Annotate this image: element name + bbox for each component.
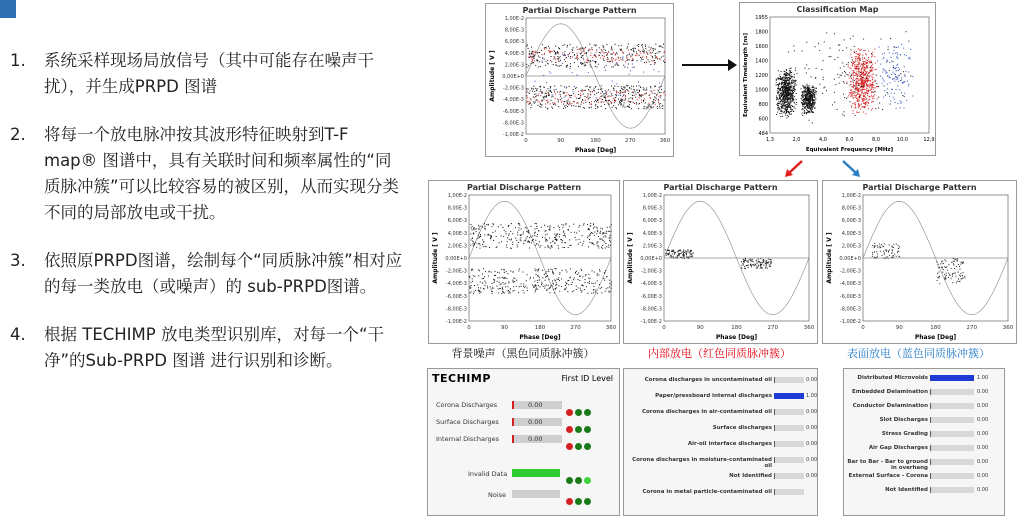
id-row-value: 0.00 (528, 401, 543, 409)
id-row-label: Corona Discharges (436, 401, 498, 409)
diagnosis-bar (774, 441, 804, 447)
y-tick-label: -4,00E-3 (839, 281, 861, 288)
diagnosis-bar-fill (774, 393, 804, 399)
diagnosis-bar-fill (930, 417, 931, 423)
x-tick-label: 180 (534, 325, 546, 331)
y-tick-label: 4,00E-3 (447, 230, 467, 237)
x-axis-label: Phase [Deg] (519, 334, 561, 341)
step-item (10, 122, 420, 226)
y-tick-label: 8,00E-3 (642, 205, 662, 212)
diagnosis-bar (930, 389, 974, 395)
diagnosis-bar-fill (774, 425, 775, 431)
surface-diagnosis-panel (843, 368, 1005, 516)
diagnosis-label: Corona discharges in moisture-contaminated oil (632, 457, 772, 469)
invalid-data-leds (566, 469, 591, 488)
diagnosis-label: Embedded Delamination (852, 389, 928, 395)
diagnosis-label: Slot Discharges (879, 417, 928, 423)
y-tick-label: -4,00E-3 (640, 281, 662, 288)
techimp-id-panel (427, 368, 620, 516)
x-tick-label: 6,0 (845, 137, 854, 143)
step-item (10, 322, 420, 374)
y-tick-label: 484 (758, 131, 768, 137)
diagnosis-bar-fill (930, 375, 974, 381)
y-tick-label: 4,00E-3 (841, 230, 861, 237)
x-tick-label: 180 (590, 138, 601, 144)
y-tick-label: 1800 (755, 29, 768, 36)
diagnosis-label: Stress Grading (881, 431, 928, 437)
y-axis-label: Amplitude [ V ] (627, 232, 634, 284)
diagnosis-bar (930, 473, 974, 479)
y-tick-label: -8,00E-3 (839, 306, 861, 313)
diagnosis-bar-fill (930, 403, 931, 409)
step-number: 4. (10, 325, 26, 344)
y-tick-label: 2,00E-3 (841, 243, 861, 250)
y-tick-label: 600 (758, 116, 768, 123)
y-tick-label: -2,00E-3 (502, 85, 524, 92)
caption-surface: 表面放电（蓝色同质脉冲簇） (847, 347, 990, 360)
y-tick-label: 4,00E-3 (642, 230, 662, 237)
diagnosis-value: 0.00 (806, 409, 818, 415)
x-axis-label: Phase [Deg] (914, 334, 957, 341)
diagnosis-value: 0.00 (806, 441, 818, 447)
y-tick-label: -6,00E-3 (445, 293, 467, 300)
diagnosis-value: 0.00 (977, 431, 989, 437)
diagnosis-label: Distributed Microvoids (857, 375, 928, 381)
diagnosis-label: Air-oil interface discharges (687, 441, 772, 447)
y-axis-label: Amplitude [ V ] (826, 232, 833, 284)
diagnosis-label: Conductor Delamination (852, 403, 928, 409)
techimp-logo: TECHIMP (432, 372, 491, 385)
id-level-label: First ID Level (561, 374, 613, 383)
diagnosis-label: External Surface - Corona (848, 473, 928, 479)
diagnosis-value: 0.00 (977, 403, 989, 409)
prpd-original-panel (485, 3, 674, 157)
step-text: 系统采样现场局放信号（其中可能存在噪声干扰），并生成PRPD 图谱 (44, 51, 374, 96)
diagnosis-bar-fill (774, 441, 775, 447)
diagnosis-value: 0.00 (977, 473, 989, 479)
y-tick-label: -6,00E-3 (502, 108, 524, 115)
diagnosis-value: 0.00 (977, 389, 989, 395)
y-tick-label: 8,00E-3 (841, 205, 861, 212)
internal-diagnosis-panel (623, 368, 818, 516)
diagnosis-value: 0.00 (977, 417, 989, 423)
accent-block (0, 0, 16, 18)
y-tick-label: 1955 (755, 15, 768, 21)
y-tick-label: 1,00E-2 (447, 193, 467, 199)
tf-map-panel (739, 2, 936, 156)
x-tick-label: 0 (467, 325, 471, 331)
y-tick-label: -6,00E-3 (839, 293, 861, 300)
x-tick-label: 0 (861, 325, 865, 331)
x-axis-label: Phase [Deg] (715, 334, 758, 341)
y-tick-label: -8,00E-3 (445, 306, 467, 313)
x-tick-label: 270 (966, 325, 977, 331)
y-tick-label: -2,00E-3 (445, 268, 467, 275)
step-text: 依照原PRPD图谱，绘制每个“同质脉冲簇”相对应的每一类放电（或噪声）的 sub-PRPD图谱。 (44, 251, 403, 296)
prpd-title: Partial Discharge Pattern (522, 6, 637, 15)
diagnosis-bar (930, 431, 974, 437)
y-tick-label: 8,00E-3 (504, 27, 524, 34)
prpd-title: Partial Discharge Pattern (663, 183, 778, 192)
red-arrow-icon (783, 158, 805, 178)
diagnosis-value: 0.00 (977, 487, 989, 493)
y-tick-label: 1000 (755, 87, 768, 94)
y-tick-label: -1,00E-2 (640, 319, 662, 325)
diagnosis-bar (774, 377, 804, 383)
blue-arrow-icon (840, 158, 862, 178)
prpd-background-panel (428, 180, 620, 344)
noise-label: Noise (488, 491, 507, 499)
y-tick-label: 1,00E-2 (841, 193, 861, 199)
pulse-scatter (526, 44, 666, 110)
y-axis-label: Equivalent Timelength [ns] (743, 32, 749, 118)
id-row-label: Internal Discharges (436, 435, 500, 443)
y-tick-label: 1600 (755, 44, 768, 50)
diagnosis-label: Air Gap Discharges (868, 445, 928, 451)
diagnosis-value: 1.00 (806, 393, 818, 399)
y-tick-label: 8,00E-3 (447, 205, 467, 212)
diagnosis-value: 0.00 (806, 457, 818, 463)
x-tick-label: 0 (524, 138, 528, 144)
id-row-label: Surface Discharges (436, 418, 499, 426)
x-tick-label: 270 (570, 325, 581, 331)
y-tick-label: -8,00E-3 (640, 306, 662, 313)
id-row-leds (566, 435, 593, 454)
diagnosis-bar (930, 417, 974, 423)
cluster-scatter (776, 31, 914, 123)
y-tick-label: 6,00E-3 (841, 218, 861, 225)
prpd-plot (486, 4, 673, 156)
step-number: 3. (10, 251, 26, 270)
diagnosis-value: 1.00 (977, 375, 989, 381)
noise-bar (512, 490, 560, 498)
y-tick-label: -1,00E-2 (502, 132, 524, 138)
y-tick-label: 1400 (755, 58, 768, 65)
diagnosis-bar-fill (774, 409, 775, 415)
y-tick-label: 6,00E-3 (447, 218, 467, 225)
x-tick-label: 8,0 (872, 137, 880, 143)
diagnosis-label: Corona in metal particle-contaminated oil (642, 489, 772, 495)
y-tick-label: 1,00E-2 (504, 16, 524, 22)
diagnosis-bar-fill (930, 431, 931, 437)
step-list (10, 48, 420, 396)
diagnosis-bar-fill (774, 473, 775, 479)
prpd-plot (624, 181, 817, 343)
step-text: 将每一个放电脉冲按其波形特征映射到T-F map® 图谱中，具有关联时间和频率属性的“同质脉冲簇”可以比较容易的被区别，从而实现分类不同的局部放电或干扰。 (44, 125, 400, 222)
x-tick-label: 12,9 (923, 137, 935, 143)
x-tick-label: 90 (557, 138, 565, 144)
diagnosis-bar-fill (930, 473, 931, 479)
diagnosis-bar-fill (774, 457, 775, 463)
y-tick-label: -2,00E-3 (839, 268, 861, 275)
caption-internal: 内部放电（红色同质脉冲簇） (648, 347, 791, 360)
x-tick-label: 270 (625, 138, 636, 144)
y-tick-label: -4,00E-3 (445, 281, 467, 288)
x-tick-label: 360 (659, 138, 671, 144)
diagnosis-bar (930, 403, 974, 409)
pulse-scatter (469, 223, 612, 294)
y-tick-label: -1,00E-2 (839, 319, 861, 325)
y-tick-label: -1,00E-2 (445, 319, 467, 325)
diagnosis-label: Not Identified (729, 473, 772, 479)
step-number: 2. (10, 125, 26, 144)
x-tick-label: 270 (767, 325, 778, 331)
diagnosis-value: 0.00 (977, 459, 989, 465)
id-row-value: 0.00 (528, 435, 543, 443)
x-tick-label: 360 (605, 325, 617, 331)
x-tick-label: 360 (803, 325, 815, 331)
y-tick-label: 800 (758, 102, 768, 108)
invalid-data-label: Invalid Data (468, 470, 508, 478)
y-tick-label: 2,00E-3 (642, 243, 662, 250)
diagnosis-bar (930, 487, 974, 493)
step-item (10, 248, 420, 300)
y-tick-label: 0,00E+0 (502, 74, 524, 80)
diagnosis-value: 0.00 (806, 473, 818, 479)
noise-leds (566, 490, 591, 509)
x-tick-label: 1,3 (766, 137, 774, 143)
prpd-surface-panel (822, 180, 1017, 344)
y-tick-label: -8,00E-3 (502, 120, 524, 127)
diagnosis-bar (774, 473, 804, 479)
y-tick-label: 2,00E-3 (504, 62, 524, 69)
y-tick-label: 6,00E-3 (504, 39, 524, 46)
id-row-value: 0.00 (528, 418, 543, 426)
diagnosis-bar (774, 425, 804, 431)
step-number: 1. (10, 51, 26, 70)
prpd-title: Partial Discharge Pattern (466, 183, 582, 192)
pulse-scatter (872, 243, 966, 284)
diagnosis-label: Paper/pressboard internal discharges (655, 393, 772, 399)
diagnosis-label: Surface discharges (712, 425, 772, 431)
x-axis-label: Phase [Deg] (574, 147, 617, 154)
prpd-plot (823, 181, 1016, 343)
prpd-internal-panel (623, 180, 818, 344)
step-item (10, 48, 420, 100)
diagnosis-bar-fill (774, 489, 775, 495)
step-text: 根据 TECHIMP 放电类型识别库，对每一个“干净”的Sub-PRPD 图谱 进行识别和诊断。 (44, 325, 385, 370)
y-tick-label: 0,00E+0 (640, 256, 662, 262)
diagnosis-bar (774, 489, 804, 495)
diagnosis-bar-fill (930, 389, 931, 395)
y-axis-label: Amplitude [ V ] (489, 50, 496, 102)
y-tick-label: -4,00E-3 (502, 97, 524, 104)
diagnosis-label: Corona discharges in air-contaminated oil (641, 409, 772, 415)
x-tick-label: 180 (930, 325, 941, 331)
diagnosis-label: Bar to Bar - Bar to ground in overhang (847, 459, 928, 471)
tf-map-plot (740, 3, 935, 155)
y-tick-label: 4,00E-3 (504, 50, 524, 57)
prpd-title: Partial Discharge Pattern (862, 183, 977, 192)
x-tick-label: 360 (1002, 325, 1014, 331)
diagnosis-bar (930, 445, 974, 451)
x-tick-label: 180 (731, 325, 742, 331)
y-tick-label: -2,00E-3 (640, 268, 662, 275)
diagnosis-value: 0.00 (806, 377, 818, 383)
diagnosis-value: 0.00 (977, 445, 989, 451)
y-tick-label: -6,00E-3 (640, 293, 662, 300)
pulse-scatter (665, 249, 772, 269)
x-tick-label: 2,0 (792, 137, 801, 143)
diagnosis-bar (774, 409, 804, 415)
diagnosis-bar (930, 375, 974, 381)
diagnosis-value: 0.00 (806, 425, 818, 431)
diagnosis-bar (774, 393, 804, 399)
tf-map-title: Classification Map (796, 5, 879, 14)
diagnosis-bar (930, 459, 974, 465)
x-axis-label: Equivalent Frequency [MHz] (805, 147, 894, 153)
diagnosis-bar-fill (930, 459, 931, 465)
y-tick-label: 0,00E+0 (445, 256, 467, 262)
diagnosis-label: Not Identified (885, 487, 928, 493)
diagnosis-bar-fill (930, 487, 931, 493)
x-tick-label: 10,0 (896, 137, 909, 143)
right-arrow-icon (680, 55, 738, 75)
y-tick-label: 2,00E-3 (447, 243, 467, 250)
prpd-plot (429, 181, 619, 343)
diagnosis-label: Corona discharges in uncontaminated oil (644, 377, 772, 383)
x-tick-label: 90 (501, 325, 508, 331)
y-tick-label: 0,00E+0 (839, 256, 861, 262)
y-axis-label: Amplitude [ V ] (432, 232, 439, 284)
invalid-data-bar (512, 469, 560, 477)
caption-background: 背景噪声（黑色同质脉冲簇） (451, 347, 595, 360)
x-tick-label: 4,0 (819, 137, 827, 143)
x-tick-label: 0 (662, 325, 666, 331)
diagnosis-bar-fill (930, 445, 931, 451)
diagnosis-bar (774, 457, 804, 463)
y-tick-label: 6,00E-3 (642, 218, 662, 225)
diagnosis-bar-fill (774, 377, 775, 383)
x-tick-label: 90 (696, 325, 704, 331)
y-tick-label: 1,00E-2 (642, 193, 662, 199)
y-tick-label: 1200 (755, 73, 768, 79)
x-tick-label: 90 (895, 325, 903, 331)
